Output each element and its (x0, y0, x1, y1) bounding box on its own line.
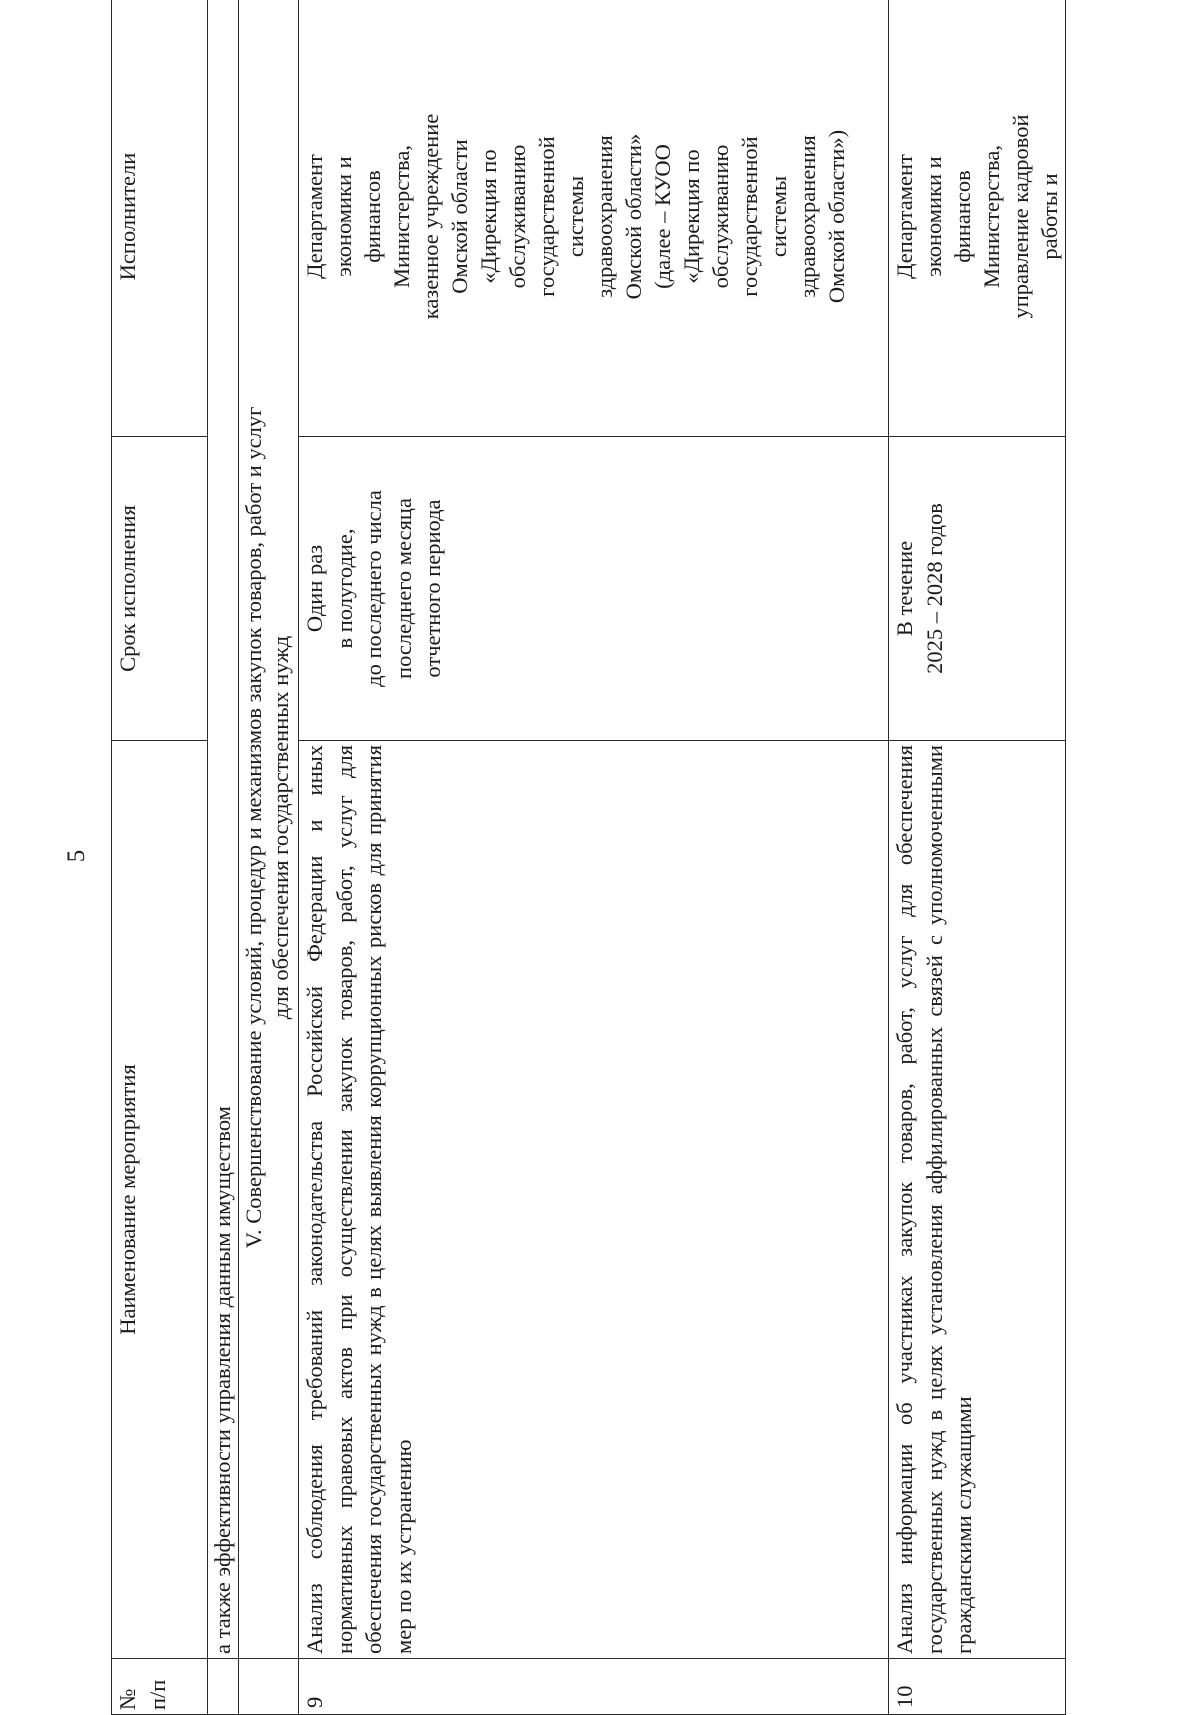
measure-executors: Департамент экономики и финансов Министерства, управление кадровой работы и (889, 0, 1066, 437)
measure-name: Анализ информации об участниках закупок товаров, работ, услуг для обеспечения государственных нужд в целях установления аффилированных связей с уполномоченными гражданскими служащими (889, 741, 1066, 1659)
measure-name: Анализ соблюдения требований законодательства Российской Федерации и иных нормативных правовых актов при осуществлении закупок товаров, работ, услуг для обеспечения государственных нужд в целях выявления коррупционных рисков для принятия мер по их устранению (299, 741, 889, 1659)
table-header-row (112, 0, 208, 1715)
section-title: V. Совершенствование условий, процедур и механизмов закупок товаров, работ и услуг для обеспечения государственных нужд (239, 0, 299, 1659)
row-number: 9 (299, 1659, 889, 1715)
table-row (299, 0, 889, 1715)
header-executors: Исполнители (112, 0, 208, 437)
page-number: 5 (63, 849, 90, 863)
row-number: 10 (889, 1659, 1066, 1715)
measure-executors: Департамент экономики и финансов Министерства, казенное учреждение Омской области «Дирекция по обслуживанию государственной системы здравоохранения Омской области» (далее – КУОО «Дирекция по обслуживанию государственной системы здравоохранения Омской области») (299, 0, 889, 437)
measures-table (111, 0, 1066, 1715)
section-row (239, 0, 299, 1715)
continuation-text: а также эффективности управления данным имуществом (208, 0, 239, 1659)
measure-term: Один раз в полугодие, до последнего числа последнего месяца отчетного периода (299, 437, 889, 741)
rotated-table-container (111, 0, 1101, 1715)
continuation-row (208, 0, 239, 1715)
header-term: Срок исполнения (112, 437, 208, 741)
header-number: № п/п (112, 1659, 208, 1715)
measure-term: В течение 2025 – 2028 годов (889, 437, 1066, 741)
header-name: Наименование мероприятия (112, 741, 208, 1659)
table-row (889, 0, 1066, 1715)
